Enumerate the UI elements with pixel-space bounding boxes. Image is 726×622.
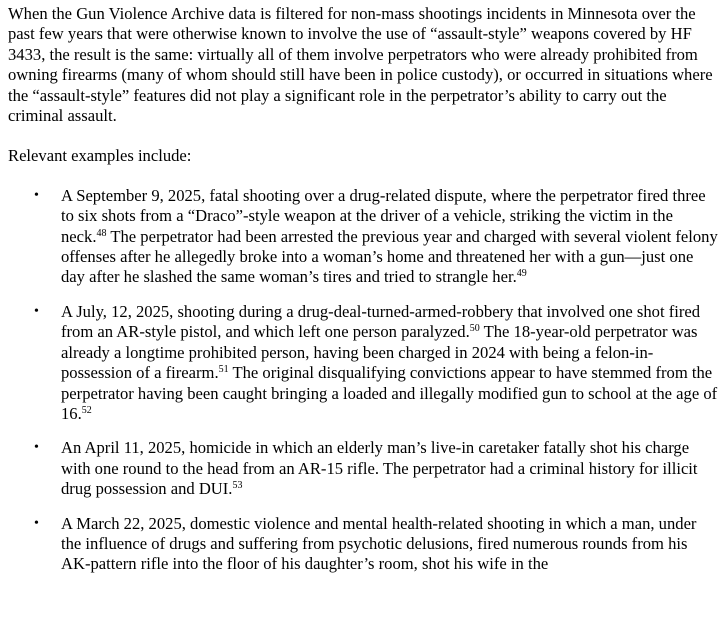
footnote-ref[interactable]: 49 bbox=[516, 268, 527, 280]
examples-lead-text: Relevant examples include: bbox=[8, 146, 192, 166]
list-item bbox=[8, 514, 720, 575]
list-item bbox=[8, 438, 720, 499]
example-text: A July, 12, 2025, shooting during a drug-deal-turned-armed-robbery that involved one shot fired from an AR-style pistol, and which left one person paralyzed. bbox=[61, 301, 701, 342]
example-text: The perpetrator had been arrested the previous year and charged with several violent felony offenses after he allegedly broke into a woman’s home and threatened her with a gun—just one day after he slashed the same woman’s tires and tried to strangle her. bbox=[61, 226, 718, 287]
list-item bbox=[8, 186, 720, 288]
example-text: A March 22, 2025, domestic violence and mental health-related shooting in which a man, under the influence of drugs and suffering from psychotic delusions, fired numerous rounds from his AK-pattern rifle into the floor of his daughter’s room, shot his wife in the bbox=[61, 513, 697, 574]
footnote-ref[interactable]: 48 bbox=[96, 227, 107, 239]
document-page bbox=[8, 4, 720, 575]
example-text: An April 11, 2025, homicide in which an elderly man’s live-in caretaker fatally shot his charge with one round to the head from an AR-15 rifle. The perpetrator had a criminal history for illicit drug possession and DUI. bbox=[61, 438, 698, 499]
example-text: The 18-year-old perpetrator was already a longtime prohibited person, having been charged in 2024 with being a felon-in-possession of a firearm. bbox=[61, 322, 698, 383]
list-item bbox=[8, 302, 720, 424]
intro-paragraph: When the Gun Violence Archive data is filtered for non-mass shootings incidents in Minnesota over the past few years that were otherwise known to involve the use of “assault-style” weapons covered by HF 3433, the result is the same: virtually all of them involve perpetrators who were already prohibited from owning firearms (many of whom should still have been in police custody), or occurred in situations where the “assault-style” features did not play a significant role in the perpetrator’s ability to carry out the criminal assault. bbox=[8, 4, 713, 126]
footnote-ref[interactable]: 51 bbox=[218, 364, 229, 376]
example-text: A September 9, 2025, fatal shooting over a drug-related dispute, where the perpetrator fired three to six shots from a “Draco”-style weapon at the driver of a vehicle, striking the victim in the neck. bbox=[61, 185, 706, 246]
example-text: The original disqualifying convictions appear to have stemmed from the perpetrator having been caught bringing a loaded and illegally modified gun to school at the age of 16. bbox=[61, 363, 718, 423]
examples-list bbox=[8, 186, 720, 575]
bullet-icon: • bbox=[34, 187, 39, 203]
bullet-icon: • bbox=[34, 515, 39, 531]
bullet-icon: • bbox=[34, 440, 39, 456]
bullet-icon: • bbox=[34, 303, 39, 319]
footnote-ref[interactable]: 52 bbox=[81, 404, 92, 416]
footnote-ref[interactable]: 50 bbox=[469, 323, 480, 335]
footnote-ref[interactable]: 53 bbox=[232, 480, 243, 492]
